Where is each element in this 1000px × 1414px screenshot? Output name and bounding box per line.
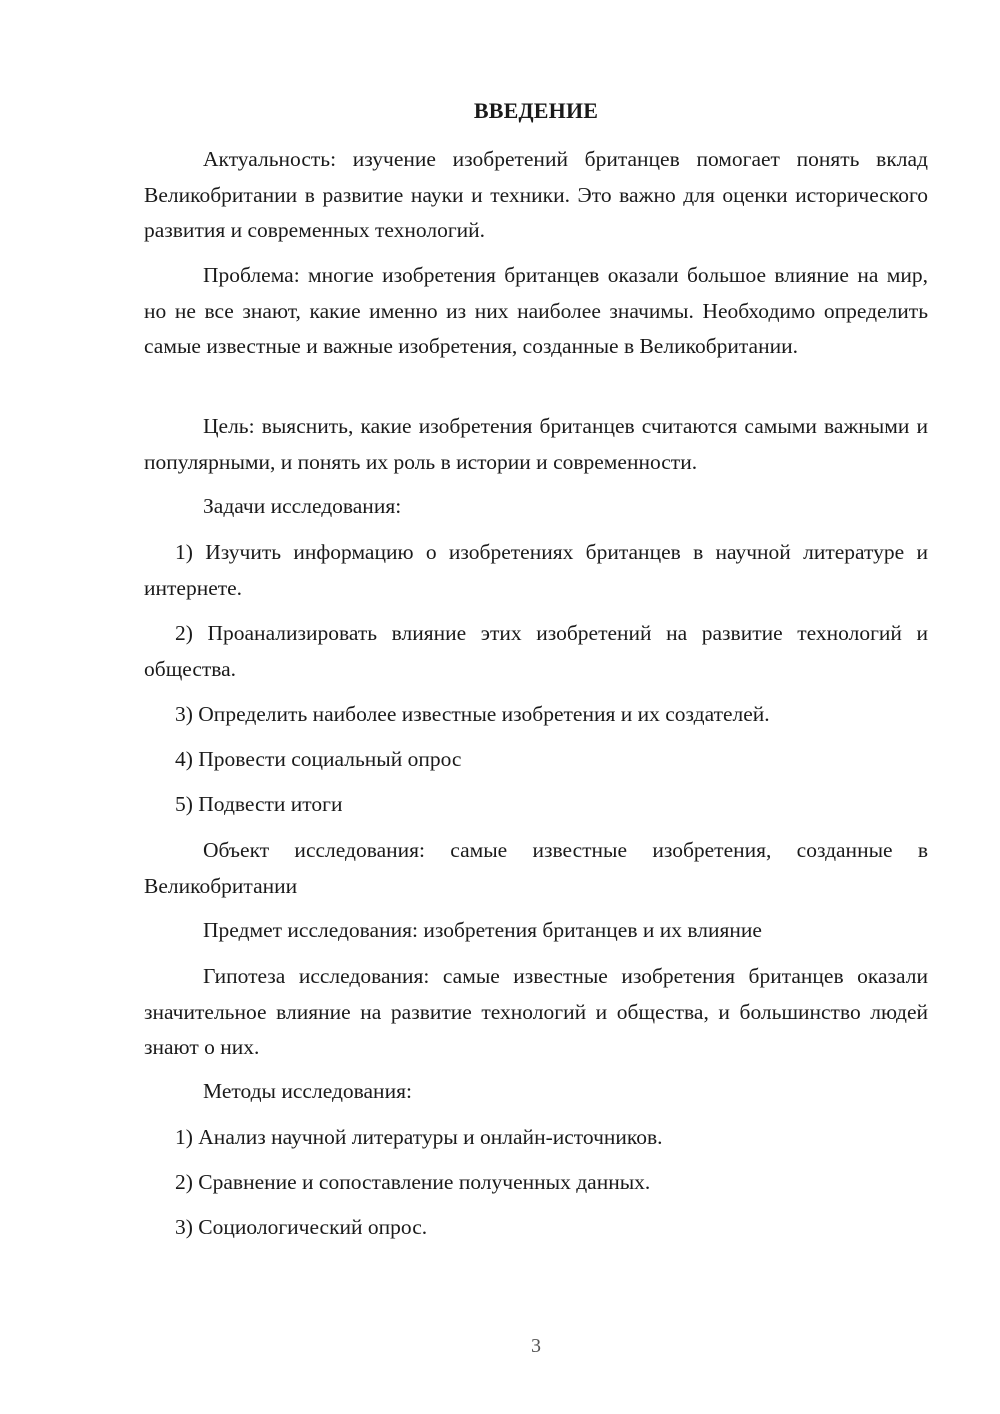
- goal-paragraph: Цель: выяснить, какие изобретения британцев считаются самыми важными и популярными, и понять их роль в истории и современности.: [144, 414, 928, 474]
- relevance-paragraph: Актуальность: изучение изобретений британцев помогает понять вклад Великобритании в развитие науки и техники. Это важно для оценки исторического развития и современных технологий.: [144, 147, 928, 242]
- task-item: 1) Изучить информацию о изобретениях британцев в научной литературе и интернете.: [144, 540, 928, 600]
- page-number: 3: [531, 1335, 541, 1357]
- subject-paragraph: Предмет исследования: изобретения британцев и их влияние: [203, 918, 762, 942]
- task-item: 2) Проанализировать влияние этих изобретений на развитие технологий и общества.: [144, 621, 928, 681]
- task-item: 4) Провести социальный опрос: [175, 747, 462, 771]
- hypothesis-paragraph: Гипотеза исследования: самые известные изобретения британцев оказали значительное влияние на развитие технологий и общества, и большинство людей знают о них.: [144, 964, 928, 1059]
- method-item: 2) Сравнение и сопоставление полученных данных.: [175, 1170, 651, 1194]
- problem-paragraph: Проблема: многие изобретения британцев оказали большое влияние на мир, но не все знают, какие именно из них наиболее значимы. Необходимо определить самые известные и важные изобретения, созданные в Великобритании.: [144, 263, 928, 358]
- task-item: 5) Подвести итоги: [175, 792, 343, 816]
- tasks-heading: Задачи исследования:: [203, 494, 402, 518]
- method-item: 3) Социологический опрос.: [175, 1215, 428, 1239]
- method-item: 1) Анализ научной литературы и онлайн-источников.: [175, 1125, 663, 1149]
- task-item: 3) Определить наиболее известные изобретения и их создателей.: [175, 702, 770, 726]
- methods-heading: Методы исследования:: [203, 1079, 412, 1103]
- page-title: ВВЕДЕНИЕ: [473, 98, 599, 123]
- object-paragraph: Объект исследования: самые известные изобретения, созданные в Великобритании: [144, 838, 928, 898]
